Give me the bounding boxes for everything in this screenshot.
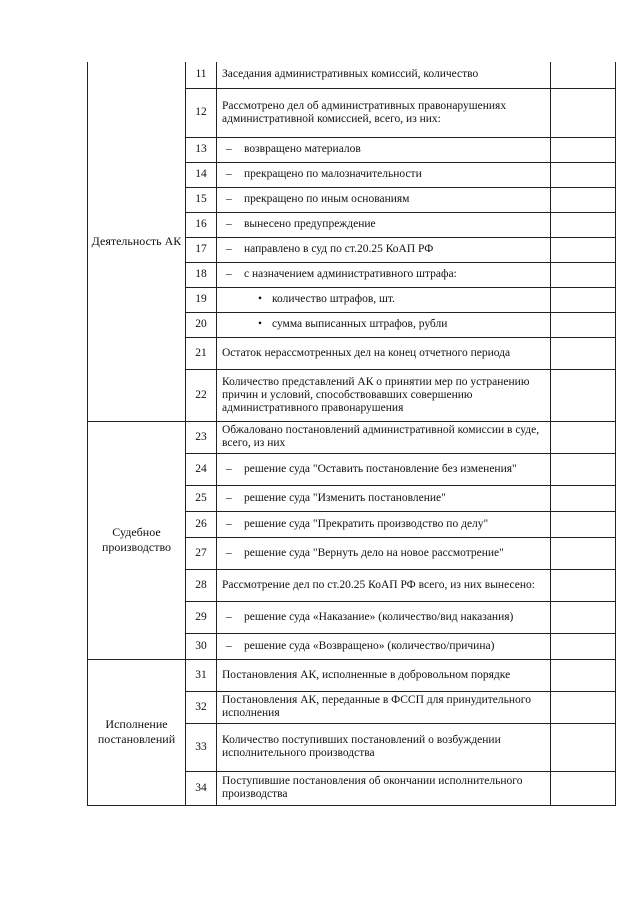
row-description: • сумма выписанных штрафов, рубли — [217, 312, 551, 337]
value-cell[interactable] — [551, 212, 616, 237]
row-description: – решение суда "Прекратить производство по делу" — [217, 511, 551, 537]
row-description: Количество представлений АК о принятии мер по устранению причин и условий, способствовавших совершению административного правонарушения — [217, 369, 551, 421]
value-cell[interactable] — [551, 62, 616, 88]
row-description: – решение суда "Вернуть дело на новое рассмотрение" — [217, 537, 551, 569]
row-number: 30 — [186, 633, 217, 659]
row-number: 27 — [186, 537, 217, 569]
bullet-marker: • — [257, 293, 262, 305]
value-cell[interactable] — [551, 511, 616, 537]
row-number: 25 — [186, 485, 217, 511]
bullet-marker: • — [257, 318, 262, 330]
row-number: 13 — [186, 137, 217, 162]
row-number: 16 — [186, 212, 217, 237]
row-description: Постановления АК, исполненные в добровольном порядке — [217, 659, 551, 691]
row-description: – прекращено по малозначительности — [217, 162, 551, 187]
row-description: – с назначением административного штрафа: — [217, 262, 551, 287]
row-number: 17 — [186, 237, 217, 262]
row-description: Постановления АК, переданные в ФССП для принудительного исполнения — [217, 691, 551, 723]
report-table — [87, 62, 616, 806]
row-description: Остаток нерассмотренных дел на конец отчетного периода — [217, 337, 551, 369]
value-cell[interactable] — [551, 137, 616, 162]
value-cell[interactable] — [551, 569, 616, 601]
row-description: • количество штрафов, шт. — [217, 287, 551, 312]
row-number: 34 — [186, 771, 217, 805]
value-cell[interactable] — [551, 369, 616, 421]
dash-marker: – — [226, 639, 232, 652]
row-number: 24 — [186, 453, 217, 485]
value-cell[interactable] — [551, 287, 616, 312]
table-row — [88, 62, 616, 88]
dash-marker: – — [226, 143, 232, 155]
row-description: – направлено в суд по ст.20.25 КоАП РФ — [217, 237, 551, 262]
row-number: 23 — [186, 421, 217, 453]
table-row — [88, 659, 616, 691]
row-description: – возвращено материалов — [217, 137, 551, 162]
value-cell[interactable] — [551, 337, 616, 369]
row-number: 18 — [186, 262, 217, 287]
dash-marker: – — [226, 517, 232, 530]
value-cell[interactable] — [551, 723, 616, 771]
dash-marker: – — [226, 218, 232, 230]
row-description: Количество поступивших постановлений о возбуждении исполнительного производства — [217, 723, 551, 771]
row-number: 22 — [186, 369, 217, 421]
value-cell[interactable] — [551, 691, 616, 723]
dash-marker: – — [226, 610, 232, 623]
value-cell[interactable] — [551, 162, 616, 187]
value-cell[interactable] — [551, 187, 616, 212]
value-cell[interactable] — [551, 453, 616, 485]
row-description: Обжаловано постановлений административной комиссии в суде, всего, из них — [217, 421, 551, 453]
section-label-court-proceedings: Судебное производство — [88, 421, 186, 659]
value-cell[interactable] — [551, 659, 616, 691]
value-cell[interactable] — [551, 601, 616, 633]
row-number: 29 — [186, 601, 217, 633]
section-label-ak-activity: Деятельность АК — [88, 62, 186, 421]
row-description: – прекращено по иным основаниям — [217, 187, 551, 212]
dash-marker: – — [226, 546, 232, 559]
value-cell[interactable] — [551, 537, 616, 569]
row-description: Поступившие постановления об окончании исполнительного производства — [217, 771, 551, 805]
dash-marker: – — [226, 462, 232, 475]
value-cell[interactable] — [551, 485, 616, 511]
row-number: 15 — [186, 187, 217, 212]
dash-marker: – — [226, 193, 232, 205]
row-description: – решение суда «Возвращено» (количество/причина) — [217, 633, 551, 659]
dash-marker: – — [226, 168, 232, 180]
section-label-enforcement: Исполнение постановлений — [88, 659, 186, 805]
row-number: 33 — [186, 723, 217, 771]
row-description: Рассмотрено дел об административных правонарушениях административной комиссией, всего, из них: — [217, 88, 551, 137]
row-number: 28 — [186, 569, 217, 601]
value-cell[interactable] — [551, 312, 616, 337]
value-cell[interactable] — [551, 88, 616, 137]
row-number: 11 — [186, 62, 217, 88]
row-description: – вынесено предупреждение — [217, 212, 551, 237]
row-number: 32 — [186, 691, 217, 723]
row-description: – решение суда "Оставить постановление без изменения" — [217, 453, 551, 485]
table-row — [88, 421, 616, 453]
value-cell[interactable] — [551, 237, 616, 262]
row-number: 31 — [186, 659, 217, 691]
dash-marker: – — [226, 491, 232, 504]
row-number: 12 — [186, 88, 217, 137]
row-number: 19 — [186, 287, 217, 312]
row-description: – решение суда «Наказание» (количество/вид наказания) — [217, 601, 551, 633]
dash-marker: – — [226, 268, 232, 280]
value-cell[interactable] — [551, 262, 616, 287]
row-number: 14 — [186, 162, 217, 187]
row-description: – решение суда "Изменить постановление" — [217, 485, 551, 511]
row-description: Заседания административных комиссий, количество — [217, 62, 551, 88]
dash-marker: – — [226, 243, 232, 255]
row-number: 21 — [186, 337, 217, 369]
value-cell[interactable] — [551, 771, 616, 805]
row-number: 20 — [186, 312, 217, 337]
row-number: 26 — [186, 511, 217, 537]
value-cell[interactable] — [551, 633, 616, 659]
value-cell[interactable] — [551, 421, 616, 453]
row-description: Рассмотрение дел по ст.20.25 КоАП РФ всего, из них вынесено: — [217, 569, 551, 601]
